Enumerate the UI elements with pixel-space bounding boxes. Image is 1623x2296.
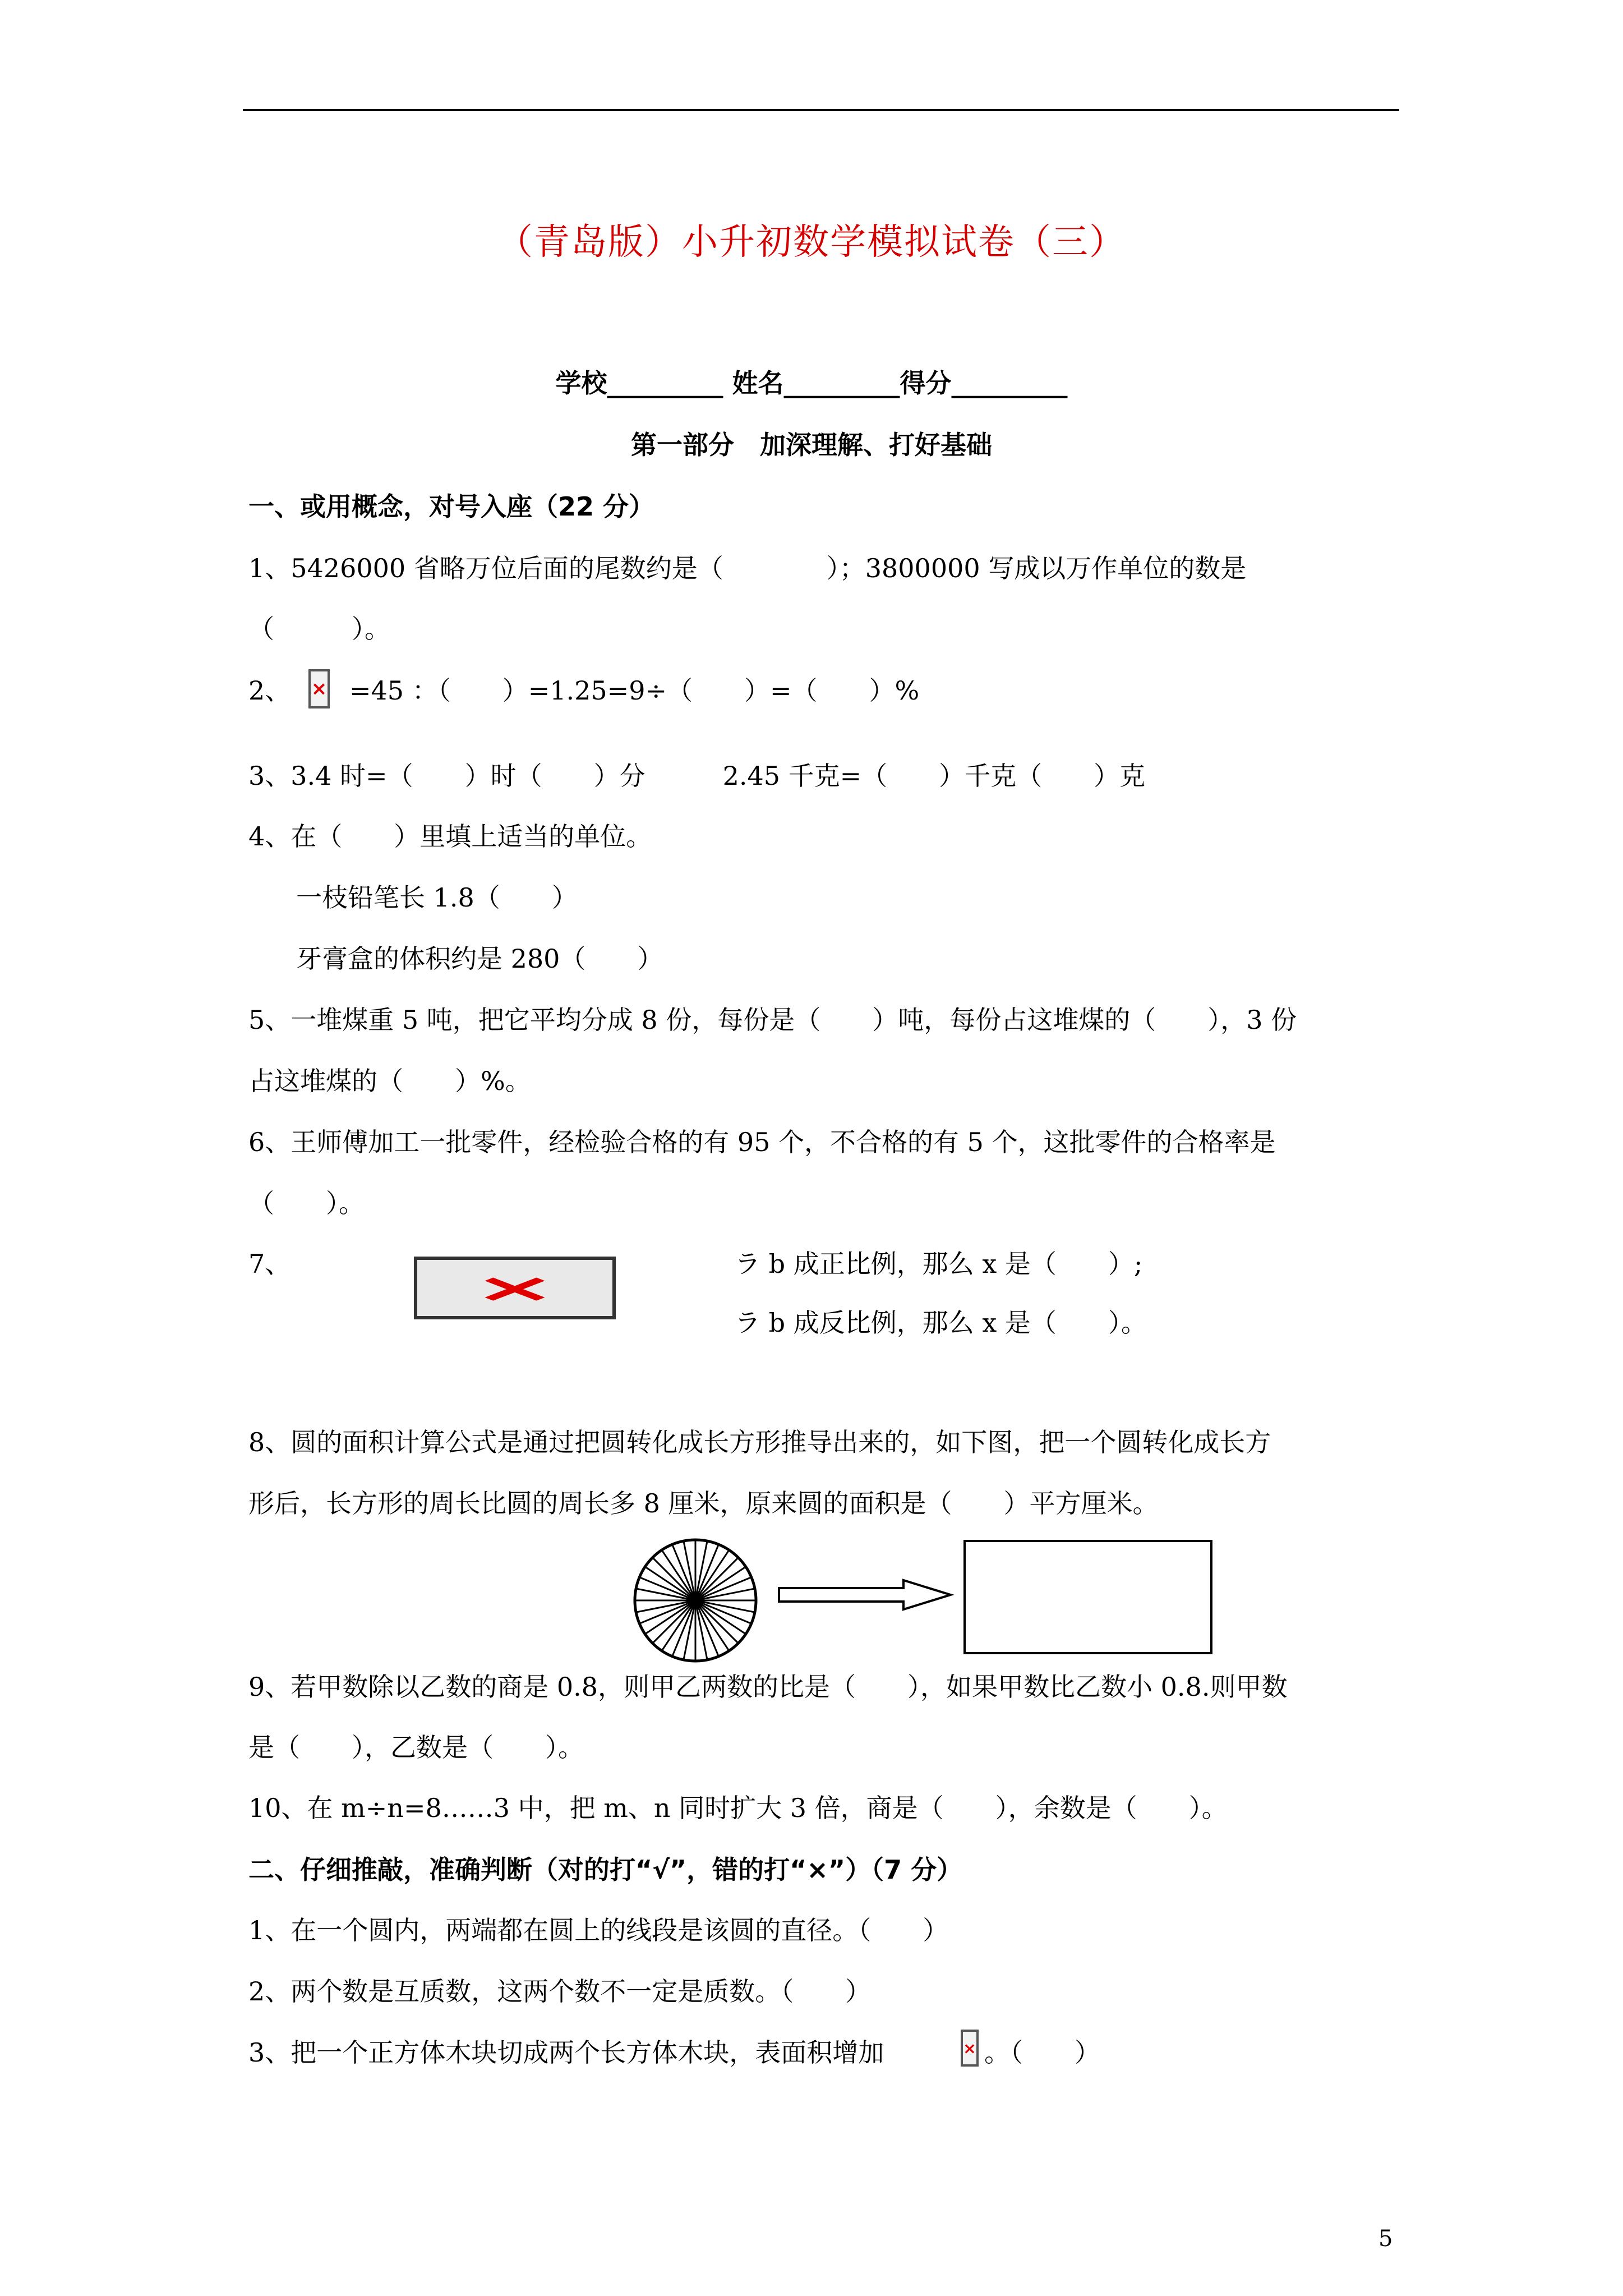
- broken-image-icon: [308, 669, 330, 708]
- q2-text: =45 ：（ ）=1.25=9÷（ ）=（ ）%: [349, 675, 920, 706]
- q1-line2: （ ）。: [248, 614, 390, 644]
- q7-prefix: 7、: [248, 1249, 291, 1279]
- q2-prefix: 2、: [248, 675, 291, 706]
- broken-image-glyph: ×: [963, 2039, 976, 2058]
- judge-1: 1、在一个圆内，两端都在圆上的线段是该圆的直径。（ ）: [248, 1915, 949, 1945]
- section1-heading: 一、或用概念，对号入座（22 分）: [248, 491, 655, 522]
- info-line: 学校_________ 姓名_________得分_________: [555, 368, 1068, 398]
- broken-image-icon: [961, 2030, 979, 2067]
- q9-line1: 9、若甲数除以乙数的商是 0.8，则甲乙两数的比是（ ），如果甲数比乙数小 0.8.则甲数: [248, 1672, 1288, 1702]
- judge-2: 2、两个数是互质数，这两个数不一定是质数。（ ）: [248, 1976, 872, 2007]
- section2-heading: 二、仔细推敲，准确判断（对的打“√”，错的打“×”）（7 分）: [248, 1855, 963, 1885]
- q4: 4、在（ ）里填上适当的单位。: [248, 821, 652, 852]
- part1-heading: 第一部分 加深理解、打好基础: [631, 430, 992, 460]
- q7-line1: ラ b 成正比例，那么 x 是（ ）;: [735, 1249, 1143, 1279]
- judge-3-suffix: 。（ ）: [984, 2037, 1100, 2068]
- arrow-figure: [777, 1578, 956, 1612]
- broken-image-icon: [414, 1257, 616, 1319]
- q8-line2: 形后，长方形的周长比圆的周长多 8 厘米，原来圆的面积是（ ）平方厘米。: [248, 1488, 1159, 1519]
- q3: 3、3.4 时=（ ）时（ ）分 2.45 千克=（ ）千克（ ）克: [248, 761, 1146, 791]
- q1-line1: 1、5426000 省略万位后面的尾数约是（ ）；3800000 写成以万作单位的数是: [248, 553, 1247, 583]
- broken-image-glyph: ×: [311, 678, 328, 700]
- q9-line2: 是（ ），乙数是（ ）。: [248, 1732, 584, 1763]
- page-number: 5: [1378, 2226, 1393, 2252]
- rectangle-figure: [963, 1540, 1212, 1654]
- broken-image-glyph: ×: [472, 1265, 558, 1311]
- q6-line1: 6、王师傅加工一批零件，经检验合格的有 95 个，不合格的有 5 个，这批零件的合格率是: [248, 1127, 1276, 1157]
- q5-line2: 占这堆煤的（ ）%。: [248, 1066, 531, 1096]
- q6-line2: （ ）。: [248, 1188, 365, 1218]
- q4b: 牙膏盒的体积约是 280（ ）: [296, 944, 663, 974]
- q7-line2: ラ b 成反比例，那么 x 是（ ）。: [735, 1308, 1147, 1338]
- page-title: （青岛版）小升初数学模拟试卷（三）: [497, 222, 1126, 263]
- q5-line1: 5、一堆煤重 5 吨，把它平均分成 8 份，每份是（ ）吨，每份占这堆煤的（ ），3 份: [248, 1005, 1297, 1035]
- q4a: 一枝铅笔长 1.8（ ）: [296, 882, 578, 913]
- q8-line1: 8、圆的面积计算公式是通过把圆转化成长方形推导出来的，如下图，把一个圆转化成长方: [248, 1427, 1271, 1457]
- judge-3-text: 3、把一个正方体木块切成两个长方体木块，表面积增加: [248, 2037, 884, 2068]
- top-rule: [243, 109, 1399, 111]
- q10: 10、在 m÷n=8……3 中，把 m、n 同时扩大 3 倍，商是（ ），余数是（ ）。: [248, 1793, 1228, 1823]
- sectored-circle-figure: [631, 1536, 760, 1665]
